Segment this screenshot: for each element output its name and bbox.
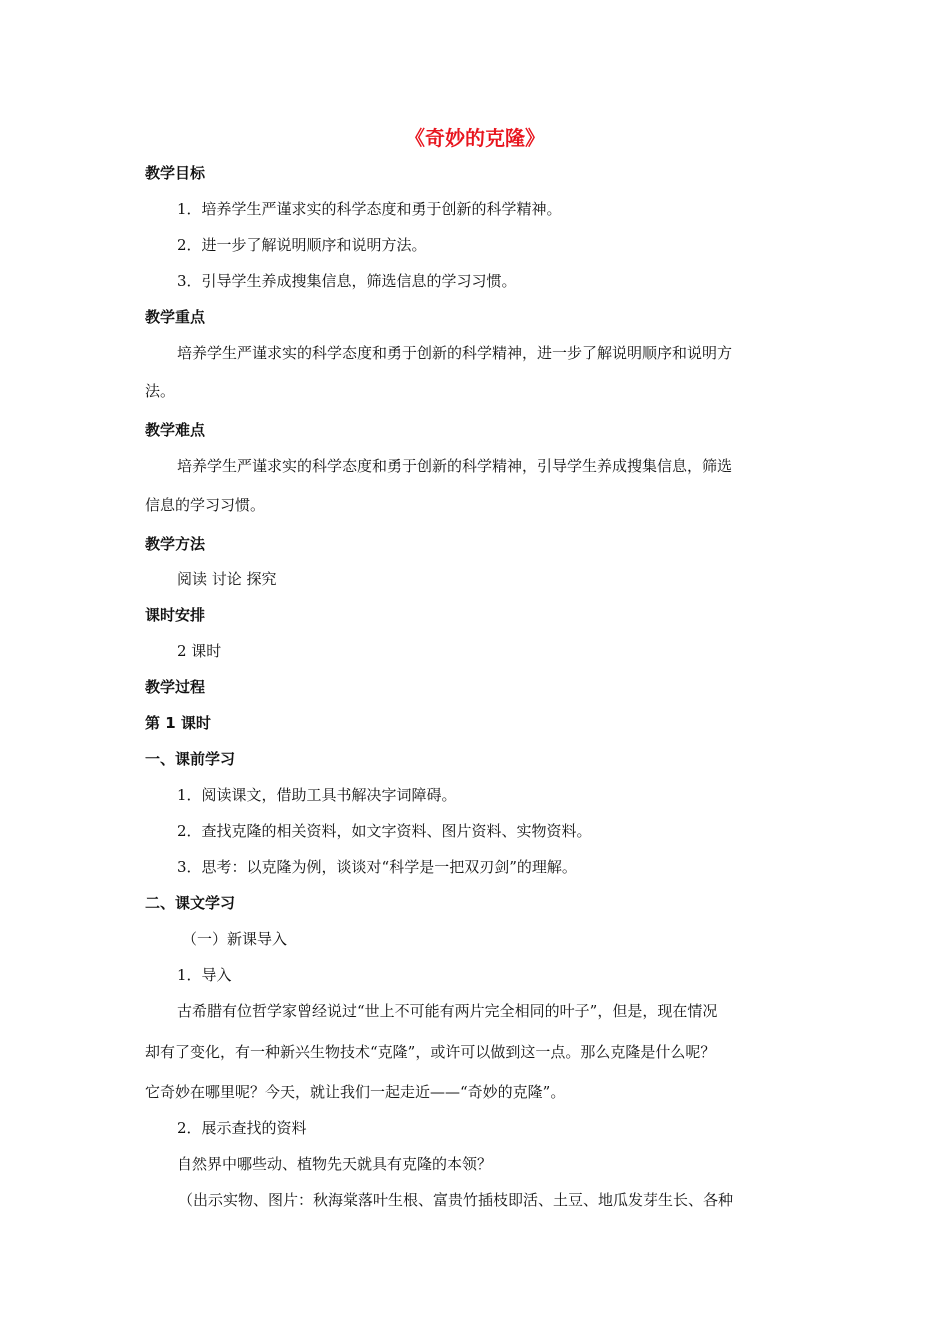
- intro-label: 1．导入: [177, 966, 232, 984]
- schedule-text: 2 课时: [177, 642, 222, 660]
- lesson1-heading: 第 1 课时: [145, 714, 211, 732]
- intro-paragraph-line: 却有了变化，有一种新兴生物技术“克隆”，或许可以做到这一点。那么克隆是什么呢？: [145, 1043, 716, 1061]
- show-note: （出示实物、图片：秋海棠落叶生根、富贵竹插枝即活、土豆、地瓜发芽生长、各种: [178, 1191, 734, 1209]
- show-question: 自然界中哪些动、植物先天就具有克隆的本领？: [177, 1155, 493, 1173]
- schedule-heading: 课时安排: [145, 606, 206, 624]
- key-text-line: 法。: [145, 382, 176, 400]
- pre-study-item: 2．查找克隆的相关资料，如文字资料、图片资料、实物资料。: [177, 822, 592, 840]
- difficult-heading: 教学难点: [145, 421, 206, 439]
- subsection-heading: （一）新课导入: [182, 930, 288, 948]
- intro-paragraph-line: 古希腊有位哲学家曾经说过“世上不可能有两片完全相同的叶子”，但是，现在情况: [177, 1002, 718, 1020]
- show-label: 2．展示查找的资料: [177, 1119, 307, 1137]
- pre-study-heading: 一、课前学习: [145, 750, 236, 768]
- document-title: 《奇妙的克隆》: [405, 126, 545, 150]
- goals-heading: 教学目标: [145, 164, 206, 182]
- method-heading: 教学方法: [145, 535, 206, 553]
- goal-item: 3．引导学生养成搜集信息，筛选信息的学习习惯。: [177, 272, 517, 290]
- goal-item: 1．培养学生严谨求实的科学态度和勇于创新的科学精神。: [177, 200, 562, 218]
- pre-study-item: 3．思考：以克隆为例，谈谈对“科学是一把双刃剑”的理解。: [177, 858, 577, 876]
- text-study-heading: 二、课文学习: [145, 894, 236, 912]
- method-text: 阅读 讨论 探究: [177, 570, 277, 588]
- difficult-text-line: 培养学生严谨求实的科学态度和勇于创新的科学精神，引导学生养成搜集信息，筛选: [177, 457, 733, 475]
- difficult-text-line: 信息的学习习惯。: [145, 496, 266, 514]
- pre-study-item: 1．阅读课文，借助工具书解决字词障碍。: [177, 786, 457, 804]
- goal-item: 2．进一步了解说明顺序和说明方法。: [177, 236, 427, 254]
- key-heading: 教学重点: [145, 308, 206, 326]
- process-heading: 教学过程: [145, 678, 206, 696]
- key-text-line: 培养学生严谨求实的科学态度和勇于创新的科学精神，进一步了解说明顺序和说明方: [177, 344, 733, 362]
- intro-paragraph-line: 它奇妙在哪里呢？今天，就让我们一起走近——“奇妙的克隆”。: [145, 1083, 566, 1101]
